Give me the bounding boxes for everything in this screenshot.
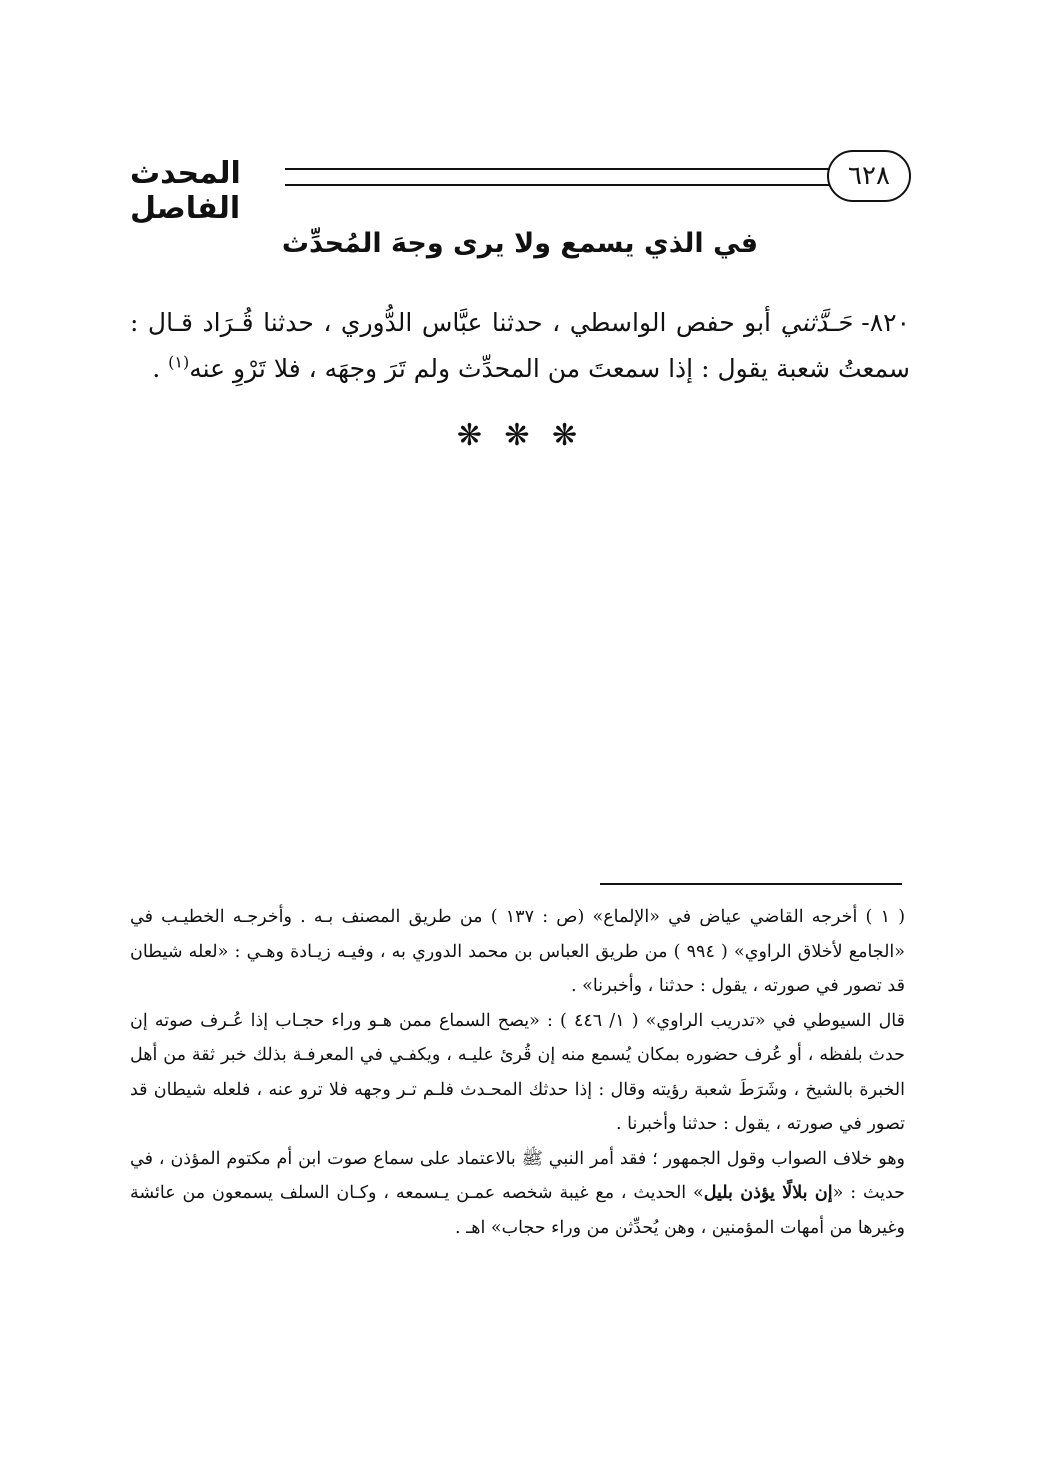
page-header: [130, 150, 910, 226]
footnote-marker: (١): [168, 352, 190, 372]
hadith-paragraph: [130, 300, 910, 392]
footnote-paragraph-3: [130, 1142, 905, 1246]
section-title: في الذي يسمع ولا يرى وجهَ المُحدِّث: [281, 228, 759, 259]
hadith-number: ٨٢٠-: [861, 308, 911, 337]
footnote-rule: [600, 883, 902, 885]
asterism-separator: ❋ ❋ ❋: [456, 418, 584, 453]
footnote-3-bold-hadith: إن بلالًا يؤذن بليل: [703, 1183, 833, 1203]
page-number: ٦٢٨: [827, 150, 911, 202]
book-title: المحدث الفاصل: [130, 156, 241, 226]
footnotes: [130, 900, 905, 1245]
hadith-text: أبو حفص الواسطي ، حدثنا عبَّاس الدُّوري ، حدثنا قُـرَاد قـال : سمعتُ شعبة يقول : إذا سمعتَ من المحدِّث ولم تَرَ وجهَه ، فلا تَرْوِ عنه: [130, 308, 910, 383]
footnote-3-end: » الحديث ، مع غيبة شخصه عمـن يـسمعه ، وكـان السلف يسمعون من عائشة وغيرها من أمهات المؤمنين ، وهن يُحدِّثن من وراء حجاب» اهـ .: [130, 1183, 905, 1238]
header-double-rule: [285, 168, 830, 186]
footnote-3-start: وهو خلاف الصواب وقول الجمهور ؛ فقد أمر النبي ﷺ بالاعتماد على سماع صوت ابن أم مكتوم المؤذن ، في حديث : «: [130, 1148, 906, 1203]
hadith-end: .: [152, 354, 169, 383]
hadith-opening: حَـدَّثني: [780, 308, 852, 337]
footnote-paragraph-1: ( ١ ) أخرجه القاضي عياض في «الإلماع» (ص : ١٣٧ ) من طريق المصنف بـه . وأخرجـه الخطيـب في «الجامع لأخلاق الراوي» ( ٩٩٤ ) من طريق العباس بن محمد الدوري به ، وفيـه زيـادة وهـي : «لعله شيطان قد تصور في صورته ، يقول : حدثنا ، وأخبرنا» .: [130, 907, 906, 996]
footnote-paragraph-2: قال السيوطي في «تدريب الراوي» ( ١/ ٤٤٦ ) : «يصح السماع ممن هـو وراء حجـاب إذا عُـرف صوته إن حدث بلفظه ، أو عُرف حضوره بمكان يُسمع منه إن قُرئ عليـه ، ويكفـي في المعرفـة بذلك خبر ثقة من أهل الخبرة بالشيخ ، وشَرَطَ شعبة رؤيته وقال : إذا حدثك المحـدث فلـم تـر وجهه فلا ترو عنه ، فلعله شيطان قد تصور في صورته ، يقول : حدثنا وأخبرنا .: [130, 1010, 905, 1134]
